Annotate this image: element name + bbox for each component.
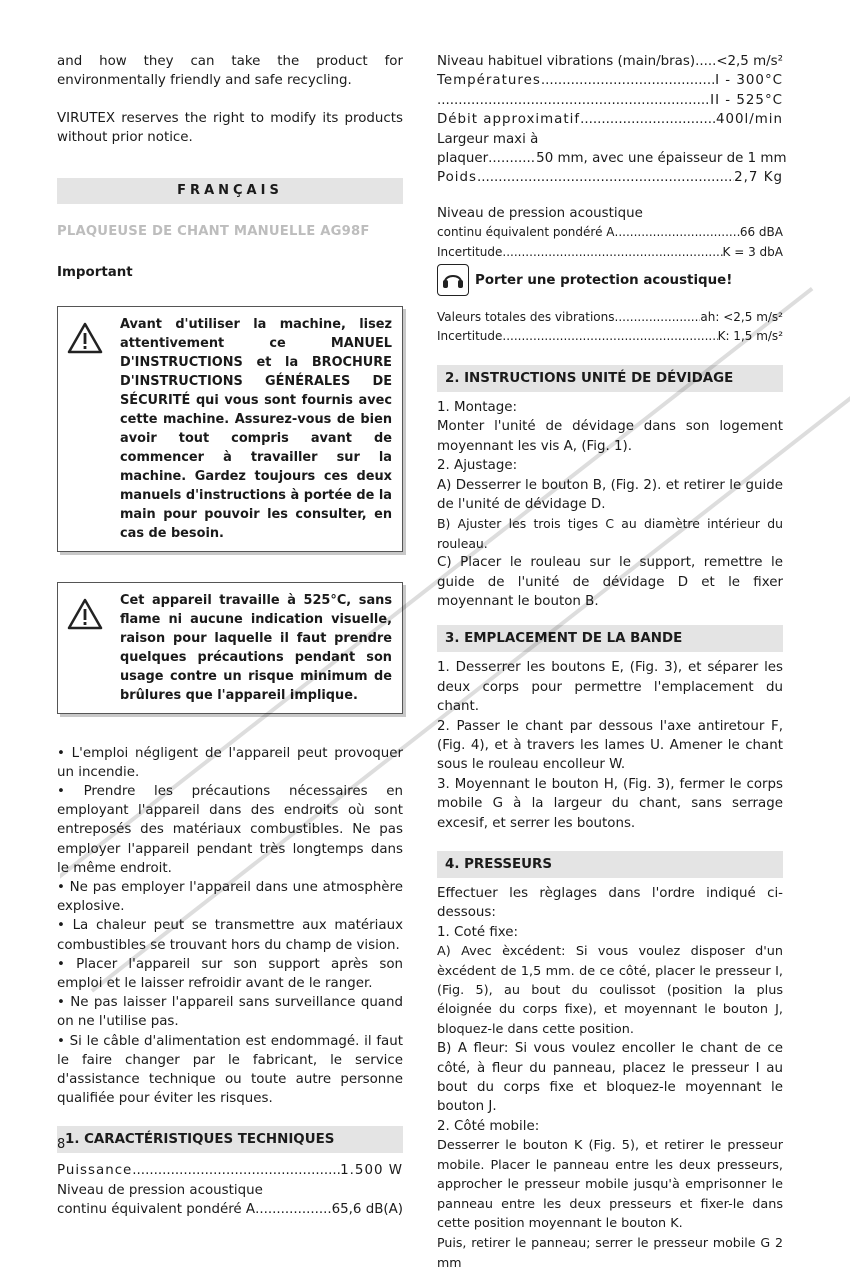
spec-value: 1.500 W [340,1163,403,1179]
spec-label: continu équivalent pondéré A [437,225,615,240]
language-header: FRANÇAIS [57,178,403,204]
hearing-protection-text: Porter une protection acoustique! [475,272,733,288]
section-header-specs: 1. CARACTÉRISTIQUES TECHNIQUES [57,1126,403,1153]
paragraph: 2. Ajustage: [437,458,518,474]
spec-value: 66 dBA [739,225,783,240]
warning-box-heat [57,582,403,714]
spec-vibrations [437,52,783,71]
spec-value: K = 3 dbA [722,244,783,259]
intro-paragraph: VIRUTEX reserves the right to modify its products without prior notice. [57,110,403,146]
paragraph: 3. Moyennant le bouton H, (Fig. 3), fermer le corps mobile G à la largeur du chant, sans serrage excesif, et serrer les boutons. [437,776,783,831]
section-header-presseurs: 4. PRESSEURS [437,851,783,878]
warning-text: Cet appareil travaille à 525°C, sans flame ni aucune indication visuelle, raison pour laquelle il faut prendre quelques précautions pendant son usage contre un risque minimum de brûlures que l'appareil implique. [120,592,392,703]
important-label: Important [57,264,133,280]
warning-triangle-icon [66,315,108,543]
list-item: • Prendre les précautions nécessaires en employant l'appareil dans des endroits où sont entreposés des matériaux combustibles. Ne pas employer l'appareil pendant très longtemps dans le même endroit. [57,784,403,876]
spec-vibrations-total [437,308,783,327]
spec-temperature-2 [437,91,783,110]
spec-debit [437,110,783,129]
spec-label: Poids [437,170,477,186]
spec-incertitude-2 [437,327,783,346]
warning-text: Avant d'utiliser la machine, lisez attentivement ce MANUEL D'INSTRUCTIONS et la BROCHURE D'INSTRUCTIONS GÉNÉRALES DE SÉCURITÉ qui vous sont fournis avec cette machine. Assurez-vous de bien avoir tout compris avant de commencer à travailler sur la machine. Gardez toujours ces deux manuels d'instructions à portée de la main pour pouvoir les consulter, en cas de besoin. [120,316,392,541]
intro-paragraph: and how they can take the product for environmentally friendly and safe recycling. [57,54,403,89]
ear-protection-icon [437,264,469,296]
spec-acoustic [437,223,783,242]
spec-largeur [437,149,787,168]
paragraph: Puis, retirer le panneau; serrer le presseur mobile G 2 mm [437,1235,783,1270]
spec-value: 400l/min [715,112,783,128]
list-item: • Ne pas employer l'appareil dans une atmosphère explosive. [57,880,403,915]
spec-label: Incertitude [437,244,503,259]
spec-value: 65,6 dB(A) [331,1202,403,1218]
spec-label: Niveau habituel vibrations (main/bras) [437,54,696,69]
paragraph: 2. Côté mobile: [437,1118,540,1134]
list-item: • Placer l'appareil sur son support après son emploi et le laisser refroidir avant de le ranger. [57,956,403,992]
paragraph: Effectuer les règlages dans l'ordre indiqué ci-dessous: [437,886,783,921]
spec-label: Puissance [57,1163,133,1179]
paragraph: 2. Passer le chant par dessous l'axe antiretour F, (Fig. 4), et à travers les lames U. Amener le chant sous le rouleau encolleur W. [437,718,783,773]
spec-label: Incertitude [437,329,503,344]
paragraph: C) Placer le rouleau sur le support, remettre le guide de l'unité de dévidage D et le fixer moyennant le bouton B. [437,555,783,609]
list-item: • L'emploi négligent de l'appareil peut provoquer un incendie. [57,745,403,780]
spec-label: Débit approximatif [437,112,581,128]
spec-value: II - 525°C [710,92,783,108]
left-column [57,52,403,1220]
paragraph: Desserrer le bouton K (Fig. 5), et retirer le presseur mobile. Placer le panneau entre les deux presseurs, approcher le presseur mobile jusqu'à emprisonner le panneau entre les deux presseurs et fixer-le dans cette position moyennant le bouton K. [437,1138,783,1231]
warning-triangle-icon [66,591,108,705]
paragraph: 1. Desserrer les boutons E, (Fig. 3), et séparer les deux corps pour permettre l'emplacement du chant. [437,660,783,715]
list-item: • Si le câble d'alimentation est endommagé. il faut le faire changer par le fabricant, le service d'assistance technique ou toute autre personne qualifiée pour éviter les risques. [57,1033,403,1107]
spec-temperatures [437,71,783,90]
spec-value: 50 mm, avec une épaisseur de 1 mm [536,151,787,167]
paragraph: A) Desserrer le bouton B, (Fig. 2). et retirer le guide de l'unité de dévidage D. [437,477,783,512]
section-header-devidage: 2. INSTRUCTIONS UNITÉ DE DÉVIDAGE [437,365,783,392]
spec-label: Températures [437,73,541,89]
paragraph: Monter l'unité de dévidage dans son logement moyennant les vis A, (Fig. 1). [437,419,783,454]
paragraph: B) A fleur: Si vous voulez encoller le chant de ce côté, à fleur du panneau, placez le presseur I au bout du corps fixe et bloquez-le moyennant le bouton J. [437,1041,783,1115]
paragraph: 1. Montage: [437,399,517,415]
paragraph: B) Ajuster les trois tiges C au diamètre intérieur du rouleau. [437,516,783,551]
spec-label: Largeur maxi à [437,131,539,147]
spec-label: Valeurs totales des vibrations [437,310,615,325]
spec-label: plaquer [437,151,489,167]
list-item: • La chaleur peut se transmettre aux matériaux combustibles se trouvant hors du champ de vision. [57,918,403,953]
spec-value: K: 1,5 m/s² [717,329,783,344]
spec-value: 2,7 Kg [734,170,783,186]
product-title: PLAQUEUSE DE CHANT MANUELLE AG98F [57,223,370,239]
spec-label: Niveau de pression acoustique [437,205,643,221]
spec-poids [437,168,783,187]
warning-box-manuals [57,306,403,552]
paragraph: A) Avec èxcédent: Si vous voulez disposer d'un èxcédent de 1,5 mm. de ce côté, placer le presseur I, (Fig. 5), au bout du coulissot (position la plus éloignée du corps fixe), et moyennant le bouton J, bloquez-le dans cette position. [437,944,783,1037]
spec-value: ah: <2,5 m/s² [700,310,783,325]
right-column [437,52,787,1272]
spec-pression [57,1200,403,1219]
spec-label: Niveau de pression acoustique [57,1182,263,1198]
spec-label: continu équivalent pondéré A [57,1202,256,1218]
spec-value: I - 300°C [715,73,783,89]
spec-incertitude [437,243,783,262]
spec-puissance [57,1161,403,1180]
paragraph: 1. Coté fixe: [437,924,519,940]
list-item: • Ne pas laisser l'appareil sans surveillance quand on ne l'utilise pas. [57,995,403,1030]
page-number: 8 [57,1137,66,1152]
hearing-protection-notice [437,264,783,296]
safety-bullets [57,744,403,1109]
spec-value: <2,5 m/s² [716,54,783,69]
section-header-bande: 3. EMPLACEMENT DE LA BANDE [437,625,783,652]
